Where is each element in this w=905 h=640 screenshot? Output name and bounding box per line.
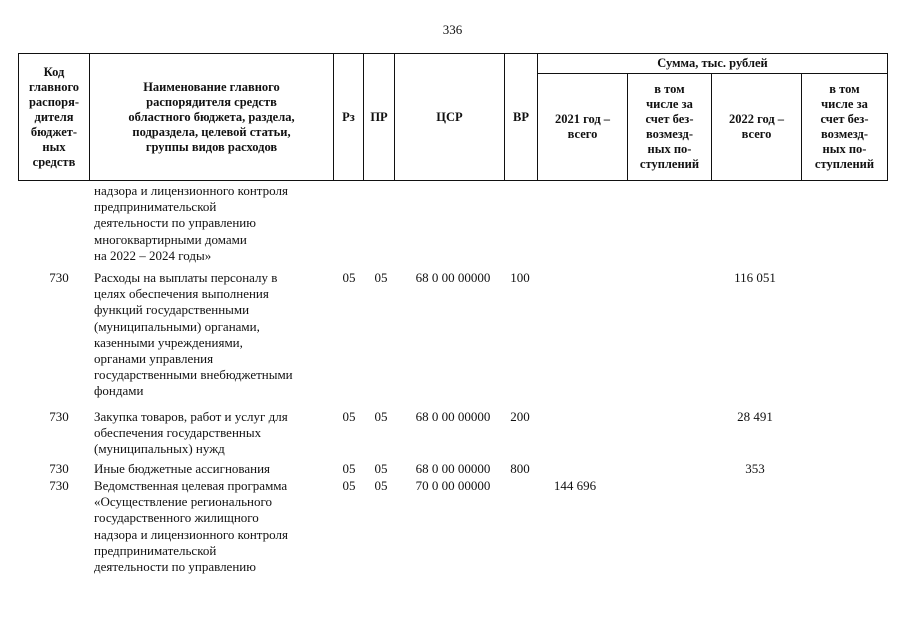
row-name: Закупка товаров, работ и услуг для обеспечения государственных (муниципальных) нужд <box>94 409 288 457</box>
row-vr: 800 <box>510 461 530 476</box>
row-csr: 68 0 00 00000 <box>415 270 491 285</box>
row-2022-total: 116 051 <box>734 270 776 285</box>
row-rz: 05 <box>342 478 356 493</box>
header-vr: ВР <box>513 109 529 124</box>
row-csr: 70 0 00 00000 <box>415 478 491 493</box>
row-rz: 05 <box>342 461 356 476</box>
row-vr: 100 <box>510 270 530 285</box>
row-name: Ведомственная целевая программа «Осуществление регионального государственного жилищного надзора и лицензионного контроля предпринимательской деятельности по управлению <box>94 478 288 575</box>
header-sum-title: Сумма, тыс. рублей <box>657 56 768 70</box>
row-2022-total: 353 <box>745 461 765 476</box>
row-2021-total: 144 696 <box>553 478 597 493</box>
header-2022-total: 2022 год – всего <box>728 112 785 141</box>
row-code: 730 <box>49 270 69 285</box>
header-code: Код главного распоря- дителя бюджет- ных средств <box>28 64 80 169</box>
row-pr: 05 <box>374 409 388 424</box>
row-rz: 05 <box>342 270 356 285</box>
row-pr: 05 <box>374 270 388 285</box>
continuation-text: надзора и лицензионного контроля предпринимательской деятельности по управлению многоквартирными домами на 2022 – 2024 годы» <box>94 183 288 263</box>
row-code: 730 <box>49 409 69 424</box>
header-2021-free: в том числе за счет без- возмезд- ных по- ступлений <box>639 82 700 171</box>
row-2022-total: 28 491 <box>737 409 773 424</box>
header-2022-free: в том числе за счет без- возмезд- ных по- ступлений <box>814 82 875 171</box>
row-name: Расходы на выплаты персоналу в целях обеспечения выполнения функций государственными (муниципальными) органами, казенными учреждениями, органами управления государственными внебюджетными фондами <box>94 270 293 399</box>
page-number: 336 <box>442 22 463 37</box>
row-rz: 05 <box>342 409 356 424</box>
row-pr: 05 <box>374 461 388 476</box>
header-2021-total: 2021 год – всего <box>554 112 611 141</box>
row-name: Иные бюджетные ассигнования <box>94 461 271 476</box>
row-pr: 05 <box>374 478 388 493</box>
row-csr: 68 0 00 00000 <box>415 461 491 476</box>
header-name: Наименование главного распорядителя средств областного бюджета, раздела, подраздела, целевой статьи, группы видов расходов <box>128 79 295 154</box>
header-pr: ПР <box>370 109 388 124</box>
table-header <box>18 53 888 181</box>
row-csr: 68 0 00 00000 <box>415 409 491 424</box>
row-code: 730 <box>49 478 69 493</box>
row-vr: 200 <box>510 409 530 424</box>
header-rz: Рз <box>342 109 355 124</box>
header-csr: ЦСР <box>436 109 463 124</box>
row-code: 730 <box>49 461 69 476</box>
